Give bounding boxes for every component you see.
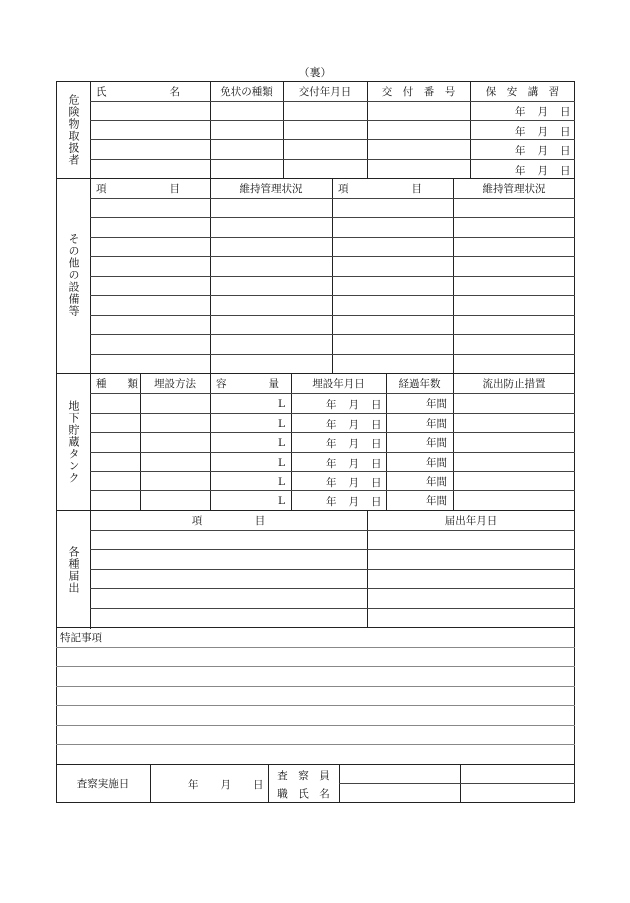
tank-burial-date: 年 月 日 (326, 477, 382, 489)
hazmat-header-safety-training: 保 安 講 習 (485, 85, 560, 98)
tank-capacity-unit: L (278, 494, 285, 507)
notes-label: 特記事項 (60, 632, 102, 644)
inspection-date-label: 査察実施日 (76, 778, 130, 790)
tank-header-type: 種 類 (96, 378, 138, 390)
equipment-header-item-1: 項 目 (96, 183, 180, 195)
section-filing-label: 各種届出 (67, 546, 80, 594)
tank-header-burial-method: 埋設方法 (154, 378, 196, 390)
hazmat-header-license-type: 免状の種類 (220, 85, 273, 98)
training-date-4: 年 月 日 (515, 165, 571, 177)
tank-elapsed-years-unit: 年間 (426, 457, 447, 469)
tank-header-leak-prevention: 流出防止措置 (482, 378, 546, 390)
section-hazmat-label: 危険物取扱者 (67, 94, 80, 166)
tank-header-burial-date: 埋設年月日 (312, 378, 365, 390)
tank-burial-date: 年 月 日 (326, 438, 382, 450)
training-date-3: 年 月 日 (515, 145, 571, 157)
equipment-header-item-2: 項 目 (338, 183, 422, 195)
tank-elapsed-years-unit: 年間 (426, 476, 447, 488)
tank-burial-date: 年 月 日 (326, 496, 382, 508)
filing-header-item: 項 目 (191, 515, 266, 527)
equipment-header-status-2: 維持管理状況 (482, 183, 546, 195)
hazmat-header-name: 氏 名 (96, 85, 180, 98)
training-date-2: 年 月 日 (515, 126, 571, 138)
tank-elapsed-years-unit: 年間 (426, 495, 447, 507)
inspector-label-1: 査 察 員 (277, 769, 330, 782)
tank-burial-date: 年 月 日 (326, 419, 382, 431)
tank-header-capacity: 容 量 (216, 378, 279, 390)
tank-elapsed-years-unit: 年間 (426, 418, 447, 430)
tank-header-elapsed-years: 経過年数 (398, 378, 441, 390)
tank-burial-date: 年 月 日 (326, 458, 382, 470)
tank-capacity-unit: L (278, 436, 285, 449)
inspection-date-ymd: 年 月 日 (188, 779, 264, 791)
tank-elapsed-years-unit: 年間 (426, 437, 447, 449)
inspector-label-2: 職 氏 名 (277, 787, 330, 800)
tank-burial-date: 年 月 日 (326, 399, 382, 411)
section-tank-label: 地下貯蔵タンク (67, 400, 80, 484)
hazmat-header-issue-number: 交 付 番 号 (381, 85, 456, 98)
equipment-header-status-1: 維持管理状況 (239, 183, 303, 195)
hazmat-header-issue-date: 交付年月日 (298, 85, 352, 98)
tank-capacity-unit: L (278, 475, 285, 488)
section-equipment-label: その他の設備等 (67, 233, 80, 317)
tank-capacity-unit: L (278, 397, 285, 410)
training-date-1: 年 月 日 (515, 106, 571, 118)
tank-capacity-unit: L (278, 456, 285, 469)
tank-elapsed-years-unit: 年間 (426, 398, 447, 410)
filing-header-date: 届出年月日 (444, 515, 498, 527)
page-title: （裏） (298, 66, 332, 79)
tank-capacity-unit: L (278, 417, 285, 430)
